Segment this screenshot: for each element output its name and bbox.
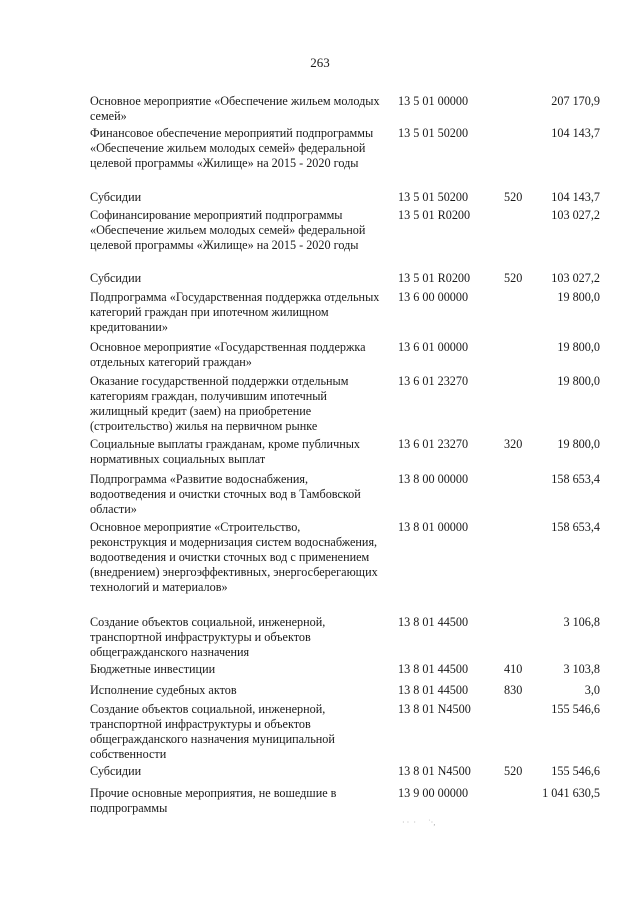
row-code: 13 8 01 44500 <box>398 683 469 697</box>
row-vr: 520 <box>504 271 523 285</box>
row-name: Бюджетные инвестиции <box>90 662 216 676</box>
row-amount: 155 546,6 <box>551 764 600 778</box>
row-code: 13 6 01 23270 <box>398 374 469 388</box>
row-name: Оказание государственной поддержки отдельным категориям граждан, получившим ипотечный жилищный кредит (заем) на приобретение (строительство) жилья на первичном рынке <box>90 374 349 433</box>
row-amount: 103 027,2 <box>551 271 600 285</box>
row-name: Основное мероприятие «Обеспечение жильем молодых семей» <box>90 94 380 123</box>
row-code: 13 9 00 00000 <box>398 786 469 800</box>
row-name: Субсидии <box>90 190 142 204</box>
row-code: 13 6 01 00000 <box>398 340 469 354</box>
row-name: Софинансирование мероприятий подпрограммы «Обеспечение жильем молодых семей» федеральной целевой программы «Жилище» на 2015 - 2020 годы <box>90 208 366 252</box>
row-code: 13 5 01 00000 <box>398 94 469 108</box>
scan-noise: · · · ˙·, <box>402 818 436 827</box>
row-code: 13 8 01 44500 <box>398 662 469 676</box>
row-name: Создание объектов социальной, инженерной, транспортной инфраструктуры и объектов общегражданского назначения муниципальной собственности <box>90 702 335 761</box>
row-vr: 410 <box>504 662 523 676</box>
row-code: 13 5 01 50200 <box>398 190 469 204</box>
row-amount: 158 653,4 <box>551 472 600 486</box>
row-amount: 103 027,2 <box>551 208 600 222</box>
row-amount: 1 041 630,5 <box>542 786 600 800</box>
row-name: Финансовое обеспечение мероприятий подпрограммы «Обеспечение жильем молодых семей» федеральной целевой программы «Жилище» на 2015 - 2020 годы <box>90 126 374 170</box>
row-amount: 3 103,8 <box>563 662 600 676</box>
row-code: 13 8 01 N4500 <box>398 702 471 716</box>
row-name: Субсидии <box>90 271 142 285</box>
row-code: 13 8 01 N4500 <box>398 764 471 778</box>
row-name: Основное мероприятие «Государственная поддержка отдельных категорий граждан» <box>90 340 366 369</box>
row-code: 13 8 01 00000 <box>398 520 469 534</box>
row-name: Социальные выплаты гражданам, кроме публичных нормативных социальных выплат <box>90 437 360 466</box>
row-code: 13 8 00 00000 <box>398 472 469 486</box>
row-vr: 520 <box>504 190 523 204</box>
row-name: Основное мероприятие «Строительство, реконструкция и модернизация систем водоснабжения, водоотведения и очистки сточных вод с применением (внедрением) энергоэффективных, энергосберегающих технологий и материалов» <box>90 520 378 594</box>
row-vr: 320 <box>504 437 523 451</box>
row-amount: 207 170,9 <box>551 94 600 108</box>
row-amount: 155 546,6 <box>551 702 600 716</box>
row-amount: 158 653,4 <box>551 520 600 534</box>
page-number: 263 <box>310 55 330 70</box>
row-amount: 3,0 <box>584 683 600 697</box>
row-vr: 830 <box>504 683 523 697</box>
row-name: Субсидии <box>90 764 142 778</box>
row-amount: 3 106,8 <box>563 615 600 629</box>
row-code: 13 5 01 R0200 <box>398 208 471 222</box>
row-amount: 104 143,7 <box>551 190 600 204</box>
row-code: 13 6 00 00000 <box>398 290 469 304</box>
row-code: 13 8 01 44500 <box>398 615 469 629</box>
row-amount: 19 800,0 <box>557 374 600 388</box>
row-name: Подпрограмма «Государственная поддержка отдельных категорий граждан при ипотечном жилищном кредитовании» <box>90 290 380 334</box>
row-amount: 19 800,0 <box>557 340 600 354</box>
row-amount: 19 800,0 <box>557 437 600 451</box>
row-amount: 19 800,0 <box>557 290 600 304</box>
row-name: Исполнение судебных актов <box>90 683 237 697</box>
row-code: 13 5 01 50200 <box>398 126 469 140</box>
row-name: Подпрограмма «Развитие водоснабжения, водоотведения и очистки сточных вод в Тамбовской области» <box>90 472 361 516</box>
row-code: 13 5 01 R0200 <box>398 271 471 285</box>
row-vr: 520 <box>504 764 523 778</box>
row-name: Прочие основные мероприятия, не вошедшие в подпрограммы <box>90 786 337 815</box>
row-code: 13 6 01 23270 <box>398 437 469 451</box>
row-amount: 104 143,7 <box>551 126 600 140</box>
row-name: Создание объектов социальной, инженерной, транспортной инфраструктуры и объектов общегражданского назначения <box>90 615 326 659</box>
